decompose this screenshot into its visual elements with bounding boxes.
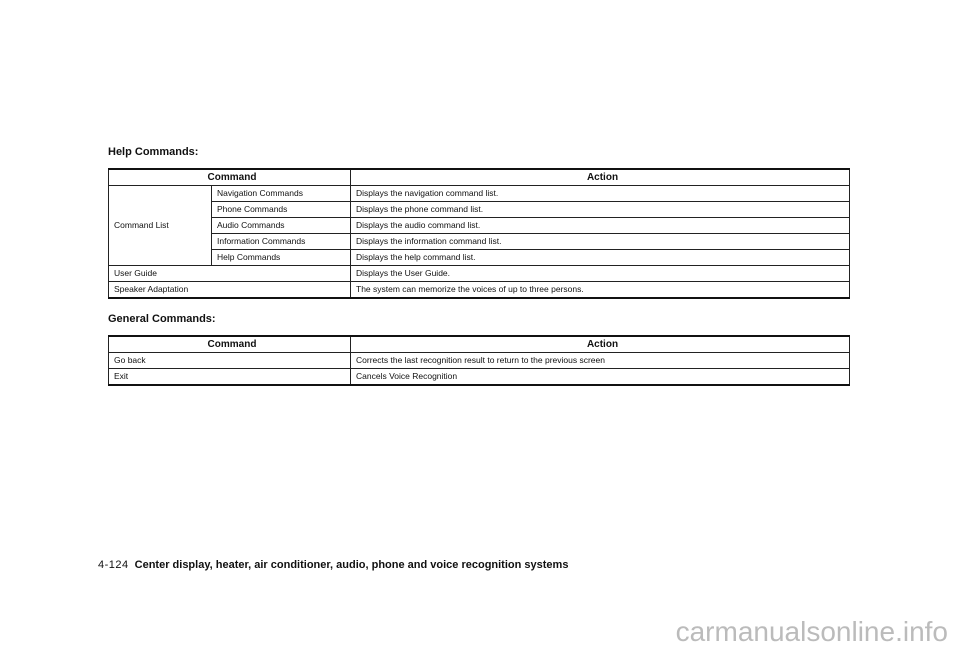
action-cell: Displays the User Guide. [351, 266, 850, 282]
command-cell: Audio Commands [212, 218, 351, 234]
command-cell: Navigation Commands [212, 186, 351, 202]
table-row [109, 282, 850, 299]
page-footer [98, 559, 568, 571]
command-column-header: Command [109, 169, 351, 186]
table-header-row [109, 336, 850, 353]
general-commands-title: General Commands: [108, 313, 216, 325]
table-row [109, 250, 850, 266]
action-cell: Displays the information command list. [351, 234, 850, 250]
command-list-label: Command List [109, 186, 212, 266]
chapter-title: Center display, heater, air conditioner, audio, phone and voice recognition systems [134, 559, 569, 571]
table-row [109, 186, 850, 202]
action-cell: Displays the help command list. [351, 250, 850, 266]
table-row [109, 369, 850, 386]
command-cell: User Guide [109, 266, 351, 282]
action-cell: Displays the navigation command list. [351, 186, 850, 202]
command-column-header: Command [109, 336, 351, 353]
action-cell: Corrects the last recognition result to return to the previous screen [351, 353, 850, 369]
action-cell: Displays the audio command list. [351, 218, 850, 234]
help-commands-title: Help Commands: [108, 146, 199, 158]
command-cell: Speaker Adaptation [109, 282, 351, 299]
action-cell: Cancels Voice Recognition [351, 369, 850, 386]
table-row [109, 218, 850, 234]
help-commands-table [108, 168, 850, 299]
table-row [109, 234, 850, 250]
table-row [109, 266, 850, 282]
action-cell: Displays the phone command list. [351, 202, 850, 218]
command-cell: Exit [109, 369, 351, 386]
action-cell: The system can memorize the voices of up to three persons. [351, 282, 850, 299]
table-row [109, 202, 850, 218]
command-cell: Phone Commands [212, 202, 351, 218]
table-row [109, 353, 850, 369]
action-column-header: Action [351, 169, 850, 186]
command-cell: Information Commands [212, 234, 351, 250]
command-cell: Go back [109, 353, 351, 369]
watermark: carmanualsonline.info [675, 616, 948, 647]
general-commands-table [108, 335, 850, 386]
command-cell: Help Commands [212, 250, 351, 266]
table-header-row [109, 169, 850, 186]
action-column-header: Action [351, 336, 850, 353]
page-number: 4-124 [98, 559, 129, 571]
